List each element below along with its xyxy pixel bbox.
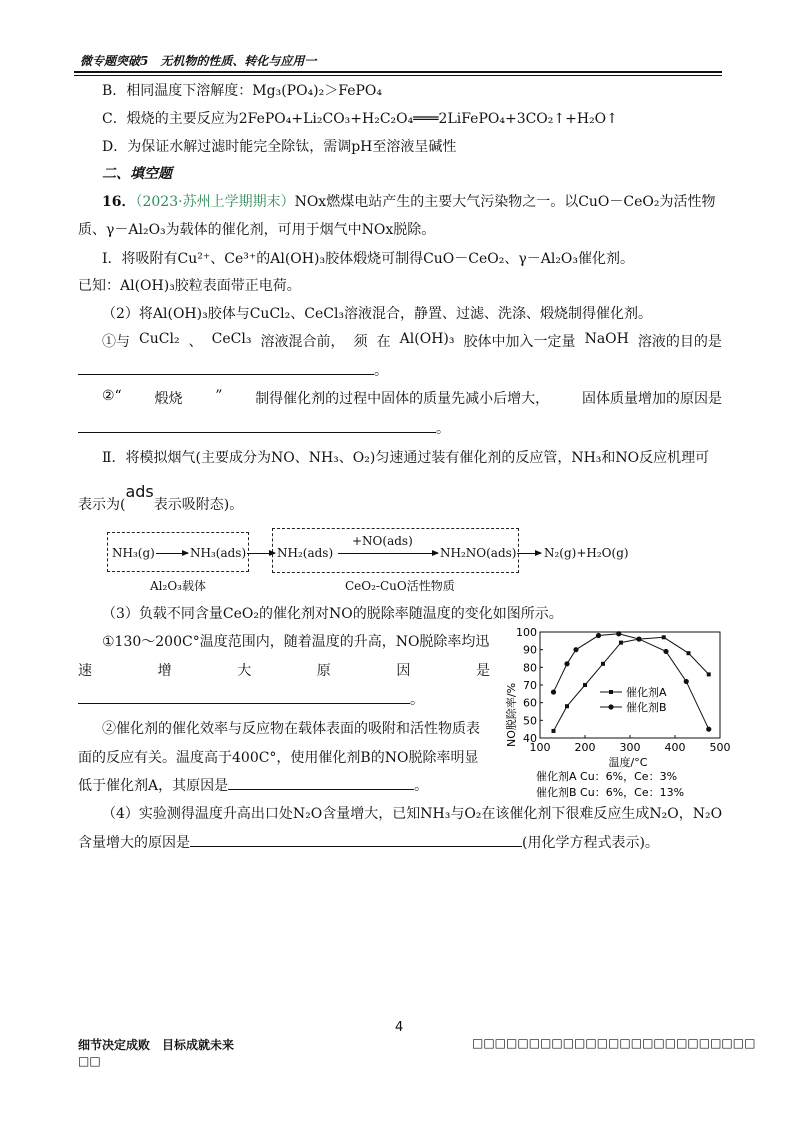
data-point-b: [596, 633, 601, 638]
q16-q3-2b: 面的反应有关。温度高于400C°，使用催化剂B的NO脱除率明显: [78, 750, 479, 766]
answer-blank[interactable]: [228, 775, 414, 790]
legend-marker: [608, 704, 613, 709]
y-tick-label: 100: [516, 626, 537, 639]
footer-left: 细节决定成败 目标成就未来: [78, 1038, 235, 1052]
data-point-b: [616, 631, 621, 636]
w: CeCl₃: [211, 331, 252, 347]
nh2no: NH₂NO(ads): [440, 546, 517, 560]
q16-intro-line1: [102, 191, 716, 211]
text: 含量增大的原因是: [78, 835, 190, 851]
w: 须: [353, 334, 368, 350]
q16-q2-1: [102, 331, 722, 351]
x-tick-label: 500: [709, 741, 730, 754]
q16-known: 已知：Al(OH)₃胶粒表面带正电荷。: [78, 278, 301, 294]
box1-label: Al₂O₃载体: [150, 579, 206, 593]
x-tick-label: 100: [529, 741, 551, 754]
data-point-a: [552, 729, 556, 733]
w: 原: [316, 663, 331, 679]
nh3g: NH₃(g): [112, 546, 155, 560]
w: 制得催化剂的过程中固体的质量先减小后增大，: [255, 391, 550, 407]
text: 表示为(: [78, 497, 126, 513]
q16-q3: （3）负载不同含量CeO₂的催化剂对NO的脱除率随温度的变化如图所示。: [102, 606, 563, 622]
y-tick-label: 60: [523, 696, 537, 710]
plus-no: +NO(ads): [352, 534, 413, 548]
q16-q3-2a: ②催化剂的催化效率与反应物在载体表面的吸附和活性物质表: [102, 721, 480, 737]
products: N₂(g)+H₂O(g): [544, 546, 629, 560]
footer-left-2: □□: [78, 1054, 101, 1068]
y-tick-label: 40: [523, 732, 537, 745]
no-removal-chart: [500, 620, 730, 800]
q16-q2-1-answer: [78, 360, 388, 380]
data-point-b: [636, 636, 641, 641]
q16-q4b: [78, 832, 659, 852]
w: Al(OH)₃: [399, 331, 455, 347]
legend-label: 催化剂B: [626, 701, 667, 714]
answer-blank[interactable]: [78, 360, 374, 375]
ads-label: ads: [125, 482, 154, 501]
plot-frame: [540, 632, 720, 738]
q16-intro-line2: 质、γ－Al₂O₃为载体的催化剂，可用于烟气中NOx脱除。: [78, 222, 436, 238]
chart-legend: [600, 685, 667, 714]
arrow: [338, 553, 438, 554]
q16-q3-1-answer: [78, 689, 424, 709]
page-number: 4: [395, 1020, 404, 1035]
footer-right: □□□□□□□□□□□□□□□□□□□□□□□□□: [472, 1036, 756, 1050]
w: ”: [215, 388, 223, 404]
answer-blank[interactable]: [190, 832, 522, 847]
y-tick-label: 80: [523, 661, 537, 675]
nh3ads: NH₃(ads): [190, 546, 247, 560]
q16-q2-2-answer: [78, 418, 450, 438]
w: 因: [396, 663, 411, 679]
w: 固体质量增加的原因是: [581, 391, 722, 407]
chart-axes: [516, 626, 730, 754]
section-heading: 二、填空题: [102, 166, 172, 182]
arrow: [247, 553, 275, 554]
header-rule-thin: [74, 75, 722, 76]
data-point-b: [551, 689, 556, 694]
y-tick-label: 70: [523, 679, 537, 692]
data-point-b: [706, 727, 711, 732]
w: 大: [237, 663, 252, 679]
q16-q2-2: [102, 388, 722, 408]
q16-intro1: NOx燃煤电站产生的主要大气污染物之一。以CuO－CeO₂为活性物: [294, 194, 716, 210]
w: 是: [475, 663, 490, 679]
w: 增: [157, 663, 172, 679]
q16-number: 16．: [102, 194, 136, 210]
w: 溶液混合前，: [260, 334, 345, 350]
w: 煅烧: [154, 391, 183, 407]
data-point-b: [564, 661, 569, 666]
answer-blank[interactable]: [78, 689, 410, 704]
w: 在: [376, 334, 391, 350]
period: 。: [436, 421, 450, 437]
text: (用化学方程式表示)。: [522, 835, 659, 851]
w: 速: [78, 663, 92, 679]
period: 。: [414, 778, 429, 794]
q16-q3-2c: [78, 775, 428, 795]
text: 低于催化剂A，其原因是: [78, 778, 229, 794]
box2-label: CeO₂-CuO活性物质: [345, 579, 455, 593]
arrow: [156, 553, 188, 554]
chart-ylabel: NO脱除率/%: [505, 682, 518, 748]
period: 。: [410, 692, 424, 708]
q16-q3-1a: ①130～200C°温度范围内，随着温度的升高，NO脱除率均迅: [102, 634, 490, 650]
answer-blank[interactable]: [78, 418, 436, 433]
data-point-b: [684, 679, 689, 684]
period: 。: [374, 363, 388, 379]
q16-part1: Ⅰ．将吸附有Cu²⁺、Ce³⁺的Al(OH)₃胶体煅烧可制得CuO－CeO₂、γ－Al₂O₃催化剂。: [102, 251, 635, 267]
w: NaOH: [584, 331, 629, 347]
arrow: [517, 553, 541, 554]
data-point-a: [687, 651, 691, 655]
legend-marker: [609, 690, 613, 694]
nh2ads: NH₂(ads): [277, 546, 334, 560]
data-point-a: [565, 704, 569, 708]
q16-q2: （2）将Al(OH)₃胶体与CuCl₂、CeCl₃溶液混合，静置、过滤、洗涤、煅烧制得催化剂。: [102, 306, 653, 322]
y-tick-label: 90: [523, 643, 537, 657]
data-point-a: [619, 641, 623, 645]
data-point-b: [663, 649, 668, 654]
w: 、: [188, 334, 203, 350]
q16-part2: Ⅱ．将模拟烟气(主要成分为NO、NH₃、O₂)匀速通过装有催化剂的反应管，NH₃和NO反应机理可: [102, 450, 710, 466]
data-point-b: [573, 647, 578, 652]
data-point-a: [601, 662, 605, 666]
x-tick-label: 300: [619, 741, 641, 754]
chart-note-b: 催化剂B Cu：6%，Ce：13%: [536, 786, 685, 799]
w: ②“: [102, 388, 122, 404]
w: 溶液的目的是: [637, 334, 722, 350]
w: ①与: [102, 334, 130, 350]
x-tick-label: 400: [664, 741, 686, 754]
w: CuCl₂: [139, 331, 180, 347]
y-tick-label: 50: [523, 714, 537, 728]
chart-note-a: 催化剂A Cu：6%，Ce：3%: [536, 770, 678, 783]
chart-xlabel: 温度/°C: [608, 756, 648, 769]
q16-q4a: （4）实验测得温度升高出口处N₂O含量增大，已知NH₃与O₂在该催化剂下很难反应生成N₂O，N₂O: [102, 806, 723, 822]
q16-source: （2023·苏州上学期期末）: [135, 194, 295, 210]
option-c: C．煅烧的主要反应为2FePO₄+Li₂CO₃+H₂C₂O₄═══2LiFePO₄+3CO₂↑+H₂O↑: [102, 111, 618, 127]
legend-label: 催化剂A: [626, 686, 667, 699]
q16-q3-1b: [78, 660, 490, 680]
data-point-a: [662, 635, 666, 639]
option-b: B．相同温度下溶解度：Mg₃(PO₄)₂＞FePO₄: [102, 83, 382, 99]
data-point-a: [583, 683, 587, 687]
header-rule: [74, 71, 722, 73]
w: 胶体中加入一定量: [463, 334, 576, 350]
q16-part2-b: [78, 482, 244, 514]
text: 表示吸附态)。: [153, 497, 244, 513]
chart-series: [551, 631, 711, 733]
data-point-a: [707, 672, 711, 676]
option-d: D．为保证水解过滤时能完全除钛，需调pH至溶液呈碱性: [102, 139, 457, 155]
x-tick-label: 200: [574, 741, 596, 754]
page-header: 微专题突破5 无机物的性质、转化与应用一: [80, 54, 317, 68]
